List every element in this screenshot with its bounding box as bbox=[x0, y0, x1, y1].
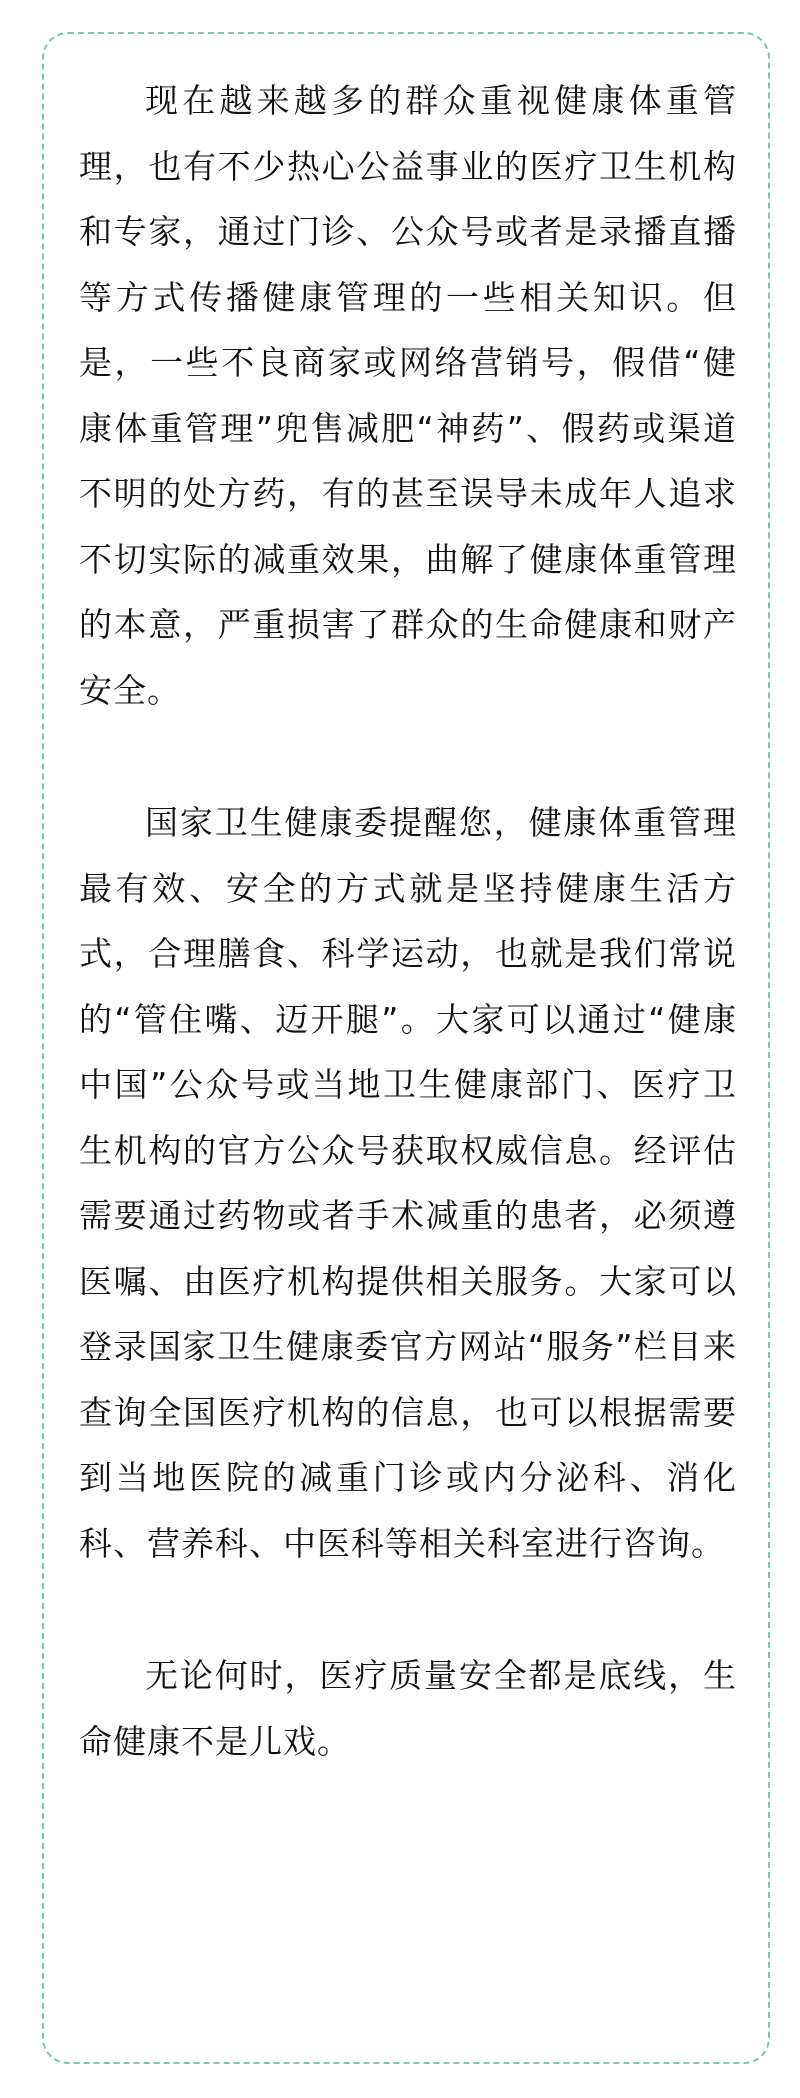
paragraph-1: 现在越来越多的群众重视健康体重管理，也有不少热心公益事业的医疗卫生机构和专家，通过门诊、公众号或者是录播直播等方式传播健康管理的一些相关知识。但是，一些不良商家或网络营销号，假借“健康体重管理”兜售减肥“神药”、假药或渠道不明的处方药，有的甚至误导未成年人追求不切实际的减重效果，曲解了健康体重管理的本意，严重损害了群众的生命健康和财产安全。 bbox=[79, 81, 737, 710]
paragraph-3: 无论何时，医疗质量安全都是底线，生命健康不是儿戏。 bbox=[79, 1656, 737, 1761]
article-body bbox=[79, 68, 737, 1774]
paragraph-2: 国家卫生健康委提醒您，健康体重管理最有效、安全的方式就是坚持健康生活方式，合理膳食、科学运动，也就是我们常说的“管住嘴、迈开腿”。大家可以通过“健康中国”公众号或当地卫生健康部门、医疗卫生机构的官方公众号获取权威信息。经评估需要通过药物或者手术减重的患者，必须遵医嘱、由医疗机构提供相关服务。大家可以登录国家卫生健康委官方网站“服务”栏目来查询全国医疗机构的信息，也可以根据需要到当地医院的减重门诊或内分泌科、消化科、营养科、中医科等相关科室进行咨询。 bbox=[79, 803, 737, 1563]
